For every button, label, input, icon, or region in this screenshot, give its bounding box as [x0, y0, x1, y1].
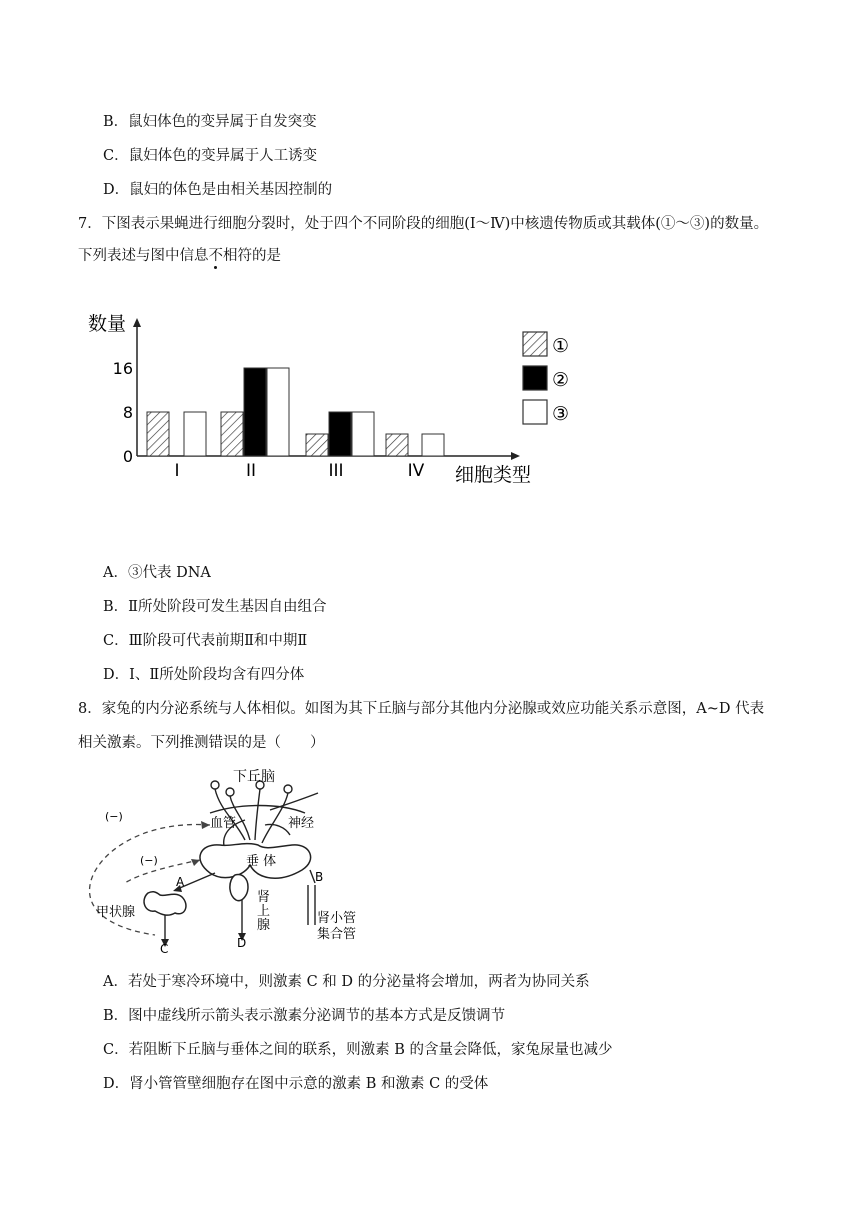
y-tick-label: 0: [122, 447, 133, 466]
bar-II-series-1: [221, 412, 243, 456]
bar-III-series-2: [329, 412, 351, 456]
arrow-head-1: [201, 821, 210, 829]
label-hypothalamus: 下丘脑: [233, 769, 275, 785]
x-tick-label: II: [245, 461, 257, 481]
y-axis-arrow: [133, 318, 141, 327]
q8-stem-line2: 相关激素。下列推测错误的是（ ）: [78, 735, 325, 751]
bar-II-series-2: [244, 368, 266, 456]
bar-III-series-1: [306, 434, 328, 456]
label-collecting-duct: 集合管: [317, 927, 357, 942]
legend-swatch-2: [523, 366, 547, 390]
label-A: A: [176, 875, 185, 889]
bar-chart: [0, 300, 868, 500]
label-C: C: [160, 942, 169, 955]
q7-stem-line2: [78, 246, 281, 266]
label-B: B: [315, 870, 324, 884]
y-tick-label: 8: [122, 403, 133, 422]
bar-I-series-3: [184, 412, 206, 456]
q7-option-c: C．Ⅲ阶段可代表前期Ⅱ和中期Ⅱ: [103, 633, 308, 649]
arrow-head-2: [191, 859, 200, 866]
chart-legend: [523, 332, 569, 425]
bar-III-series-3: [352, 412, 374, 456]
label-adrenal-2: 上: [257, 904, 271, 919]
q6-option-d: D．鼠妇的体色是由相关基因控制的: [103, 182, 333, 198]
label-pituitary: 垂 体: [246, 854, 277, 869]
q8-option-d: D．肾小管管壁细胞存在图中示意的激素 B 和激素 C 的受体: [103, 1076, 489, 1092]
label-blood-vessel: 血管: [210, 816, 237, 831]
bar-IV-series-1: [386, 434, 408, 456]
label-D: D: [237, 936, 247, 950]
adrenal-gland: [230, 875, 248, 901]
bar-II-series-3: [267, 368, 289, 456]
x-tick-label: I: [174, 461, 180, 481]
q7-option-d: D．Ⅰ、Ⅱ所处阶段均含有四分体: [103, 667, 305, 683]
q8-option-a: A．若处于寒冷环境中，则激素 C 和 D 的分泌量将会增加，两者为协同关系: [103, 974, 590, 990]
label-adrenal-3: 腺: [257, 918, 271, 933]
label-thyroid: 甲状腺: [96, 905, 136, 920]
x-tick-label: IV: [407, 461, 425, 481]
legend-label-1: ①: [552, 335, 570, 357]
x-tick-label: III: [328, 461, 344, 481]
legend-swatch-1: [523, 332, 547, 356]
legend-label-3: ③: [552, 403, 570, 425]
label-nerve: 神经: [288, 816, 315, 831]
q7-option-a: A．③代表 DNA: [103, 565, 211, 581]
bar-I-series-1: [147, 412, 169, 456]
x-axis-label: 细胞类型: [455, 464, 532, 486]
label-adrenal-1: 肾: [257, 890, 271, 905]
q7-stem-post: 相符的是: [223, 248, 281, 264]
q8-option-c: C．若阻断下丘脑与垂体之间的联系，则激素 B 的含量会降低，家兔尿量也减少: [103, 1042, 613, 1058]
label-kidney-tubule: 肾小管: [317, 911, 357, 926]
q8-option-b: B．图中虚线所示箭头表示激素分泌调节的基本方式是反馈调节: [103, 1008, 506, 1024]
label-minus-2: (−): [140, 854, 158, 867]
hypothalamus-neurons: [210, 781, 305, 843]
x-axis-arrow: [511, 452, 520, 460]
label-minus-1: (−): [105, 810, 123, 823]
chart-bars: [147, 368, 444, 456]
q7-stem-line1: 7．下图表示果蝇进行细胞分裂时，处于四个不同阶段的细胞(Ⅰ～Ⅳ)中核遗传物质或其载体(①～③)的数量。: [78, 216, 769, 232]
q7-option-b: B．Ⅱ所处阶段可发生基因自由组合: [103, 599, 327, 615]
q6-option-c: C．鼠妇体色的变异属于人工诱变: [103, 148, 318, 164]
legend-label-2: ②: [552, 369, 570, 391]
chart-axes: [88, 313, 531, 486]
q7-stem-emphasis: 不: [208, 248, 223, 264]
y-tick-label: 16: [112, 359, 133, 378]
q6-option-b: B．鼠妇体色的变异属于自发突变: [103, 114, 317, 130]
legend-swatch-3: [523, 400, 547, 424]
q8-stem-line1: 8．家兔的内分泌系统与人体相似。如图为其下丘脑与部分其他内分泌腺或效应功能关系示意图，A~D 代表: [78, 701, 765, 717]
bar-IV-series-3: [422, 434, 444, 456]
y-axis-label: 数量: [88, 313, 127, 335]
thyroid-gland: [144, 892, 186, 915]
q7-stem-pre: 下列表述与图中信息: [78, 248, 209, 264]
endocrine-diagram: [70, 765, 380, 955]
